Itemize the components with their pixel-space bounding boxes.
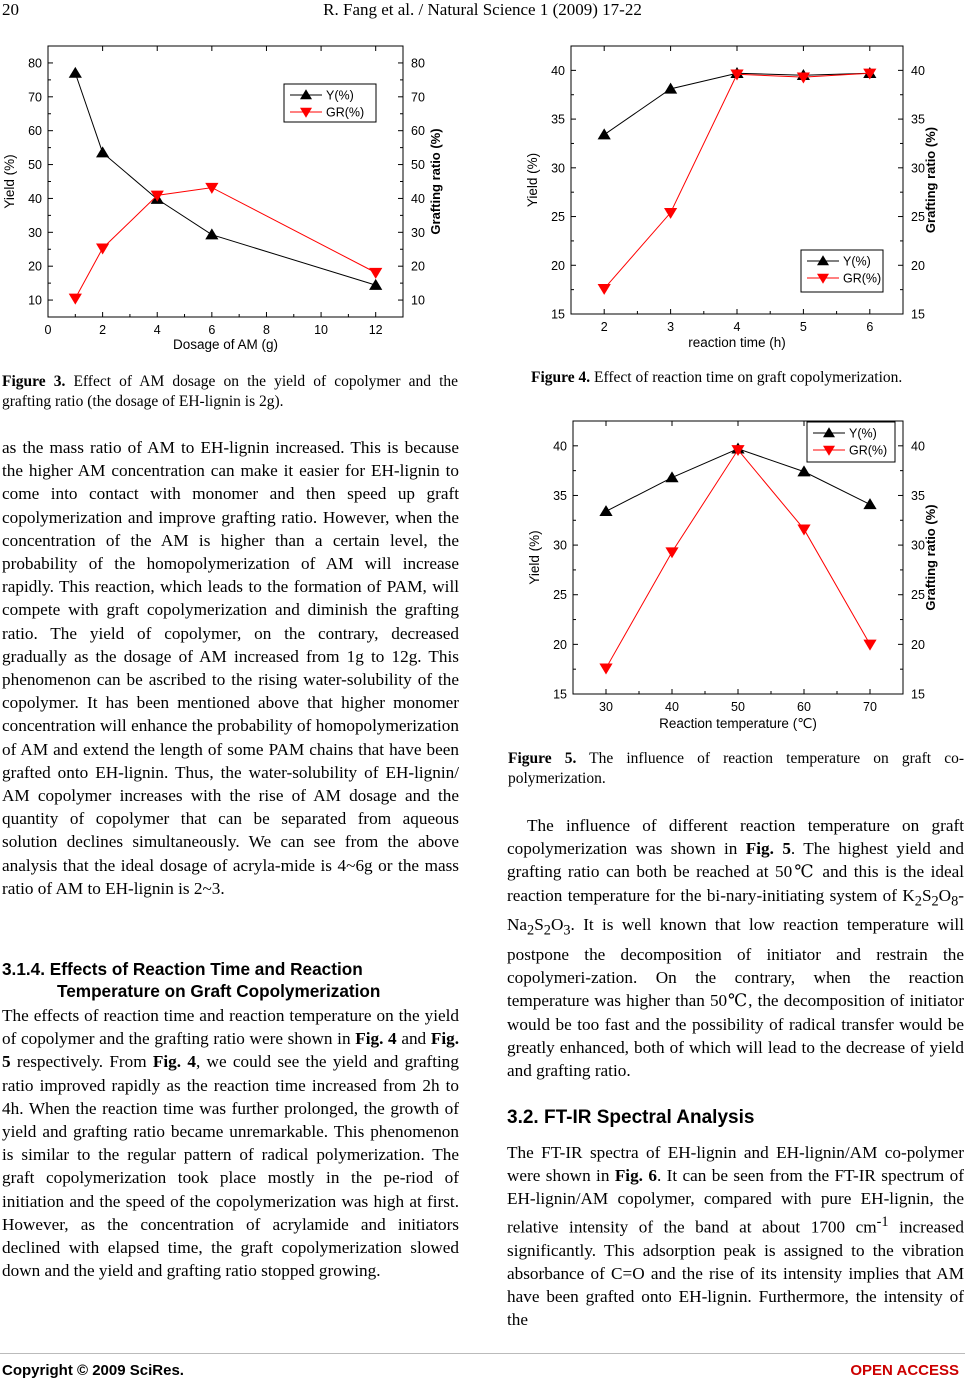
figure-4-svg xyxy=(505,34,965,354)
figure-3-caption-text: Effect of AM dosage on the yield of copolymer and the grafting ratio (the dosage of EH-lignin is 2g). xyxy=(2,373,459,410)
y2-tick-label: 20 xyxy=(411,259,425,274)
y2-tick-label: 25 xyxy=(911,588,925,603)
y2-tick-label: 30 xyxy=(911,538,925,553)
paragraph: as the mass ratio of AM to EH-lignin increased. This is because the higher AM concentration can make it easier for EH-lignin to come into contact with monomer and then speed up graft copolymerization and improve grafting ratio. However, when the concentration of the AM is higher than a certain level, the probability of the homopolymerization of AM will increase rapidly. This reaction, which leads to the formation of PAM, will compete with graft copolymerization and diminish the grafting ratio. The yield of copolymer, on the contrary, decreased gradually as the dosage of AM increased from 1g to 12g. This phenomenon can be ascribed to the rising water-solubility of the copolymer. It has been mentioned above that higher monomer concentration will enhance the probability of homopolymerization of AM and extend the length of some PAM chains that have been grafted onto EH-lignin. Thus, the water-solubility of EH-lignin/ AM copolymer increases with the rise of AM dosage and the quantity of copolymer that can be separated from aqueous solution declines simultaneously. We can see from the above analysis that the ideal dosage of acryla-mide is 4~6g or the mass ratio of AM to EH-lignin is 2~3. xyxy=(2,438,459,898)
subscript: 2 xyxy=(543,922,551,939)
text-run: The FT-IR spectra of EH-lignin and EH-lignin/AM co-polymer were shown in xyxy=(507,1143,964,1186)
y2-tick-label: 35 xyxy=(911,488,925,503)
left-column-para2 xyxy=(2,1004,459,1282)
subscript: 3 xyxy=(563,922,571,939)
data-point-grafting-ratio xyxy=(96,244,109,255)
x-tick-label: 6 xyxy=(866,320,874,334)
figure-4-caption-text: Effect of reaction time on graft copolymerization. xyxy=(590,369,903,386)
left-column-para1 xyxy=(2,436,459,900)
x-tick-label: 70 xyxy=(863,700,877,714)
y-tick-label: 40 xyxy=(553,439,567,454)
data-point-yield xyxy=(863,498,876,509)
y-tick-label: 80 xyxy=(28,56,42,71)
figure-3-caption xyxy=(2,372,458,412)
x-axis-label: Dosage of AM (g) xyxy=(172,337,279,352)
legend-entry: GR(%) xyxy=(849,443,888,458)
y-tick-label: 30 xyxy=(553,538,567,553)
y-tick-label: 30 xyxy=(551,161,565,176)
x-tick-label: 2 xyxy=(99,323,107,337)
legend-entry: GR(%) xyxy=(843,271,882,286)
x-axis-label: Reaction temperature (℃) xyxy=(659,716,817,731)
x-tick-label: 12 xyxy=(368,323,383,337)
y2-tick-label: 35 xyxy=(911,112,925,127)
open-access-label: OPEN ACCESS xyxy=(850,1362,959,1379)
subscript: 8 xyxy=(951,893,959,910)
legend-entry: Y(%) xyxy=(849,426,877,441)
data-point-grafting-ratio xyxy=(797,525,810,536)
figure-3-caption-label: Figure 3. xyxy=(2,373,66,390)
section-heading-3-1-4 xyxy=(2,958,459,1002)
x-axis-label: reaction time (h) xyxy=(688,335,786,350)
x-tick-label: 8 xyxy=(262,323,270,337)
y-tick-label: 15 xyxy=(551,307,565,322)
y2-tick-label: 80 xyxy=(411,56,425,71)
y-tick-label: 60 xyxy=(28,124,42,139)
y2-axis-label: Grafting ratio (%) xyxy=(923,126,938,234)
y2-tick-label: 40 xyxy=(911,439,925,454)
data-point-grafting-ratio xyxy=(598,284,611,295)
legend-entry: GR(%) xyxy=(326,105,365,120)
text-run: O xyxy=(938,885,952,905)
y-axis-label: Yield (%) xyxy=(527,530,542,585)
paragraph xyxy=(2,1004,459,1282)
figure-4-caption-label: Figure 4. xyxy=(531,369,591,386)
data-point-yield xyxy=(598,128,611,139)
figure-5-caption xyxy=(508,749,964,789)
y-tick-label: 35 xyxy=(553,488,567,503)
data-point-grafting-ratio xyxy=(369,268,382,279)
y-tick-label: 10 xyxy=(28,293,42,308)
x-tick-label: 10 xyxy=(314,323,329,337)
data-point-yield xyxy=(96,146,109,157)
text-run: S xyxy=(921,885,932,905)
paragraph xyxy=(507,1141,964,1331)
text-run: increased significantly. This adsorption peak is assigned to the vibration absorbance of C=O and the rise of its intensity implies that AM have been grafted onto EH-lignin. Furthermore, the intensity of the xyxy=(507,1217,964,1330)
text-run: and xyxy=(396,1029,431,1049)
y2-tick-label: 40 xyxy=(911,63,925,78)
data-point-yield xyxy=(369,279,382,290)
data-point-grafting-ratio xyxy=(863,640,876,651)
figure-5-caption-label: Figure 5. xyxy=(508,750,577,767)
y-tick-label: 15 xyxy=(553,687,567,702)
y-tick-label: 40 xyxy=(551,63,565,78)
subscript: 2 xyxy=(931,893,939,910)
data-point-grafting-ratio xyxy=(69,294,82,305)
figure-6-ref[interactable]: Fig. 6 xyxy=(614,1166,657,1186)
text-run: O xyxy=(550,915,564,935)
y-tick-label: 25 xyxy=(551,210,565,225)
y-tick-label: 35 xyxy=(551,112,565,127)
section-heading-line1: 3.1.4. Effects of Reaction Time and Reaction xyxy=(2,959,363,979)
superscript: -1 xyxy=(876,1213,889,1230)
y-tick-label: 20 xyxy=(551,258,565,273)
figure-5-ref[interactable]: Fig. 5 xyxy=(745,839,791,859)
page-header xyxy=(0,0,965,26)
y2-tick-label: 50 xyxy=(411,158,425,173)
figure-4-caption xyxy=(531,368,961,388)
y-tick-label: 30 xyxy=(28,225,42,240)
x-tick-label: 4 xyxy=(153,323,161,337)
text-run: The influence of different reaction temperature on graft copolymerization was shown in xyxy=(507,816,964,859)
data-point-yield xyxy=(69,67,82,78)
y2-axis-label: Grafting ratio (%) xyxy=(428,128,443,235)
y-tick-label: 70 xyxy=(28,90,42,105)
section-heading-line2: Temperature on Graft Copolymerization xyxy=(57,981,381,1001)
text-run: respectively. From xyxy=(10,1052,153,1072)
figure-4-chart xyxy=(505,34,965,354)
y-axis-label: Yield (%) xyxy=(525,152,540,208)
text-run: The effects of reaction time and reaction temperature on the yield of copolymer and the grafting ratio were shown in xyxy=(2,1006,459,1049)
x-tick-label: 5 xyxy=(799,320,807,334)
footer-rule xyxy=(0,1353,965,1354)
right-column-para3 xyxy=(507,814,964,1082)
figure-3-chart xyxy=(0,32,460,362)
figure-5-svg xyxy=(505,410,965,740)
y2-tick-label: 70 xyxy=(411,90,425,105)
page-number: 20 xyxy=(2,0,19,19)
text-run: . The highest yield and grafting ratio can both be reached at 50℃ and this is the ideal reaction temperature for the bi-nary-initiating system of K xyxy=(507,839,964,905)
y-tick-label: 20 xyxy=(28,259,42,274)
y2-tick-label: 20 xyxy=(911,258,925,273)
y2-tick-label: 25 xyxy=(911,210,925,225)
y2-tick-label: 30 xyxy=(411,225,425,240)
text-run: . It is well known that low reaction temperature will postpone the decomposition of initiator and restrain the copolymeri-zation. On the contrary, when the reaction temperature was higher than 50℃, the decomposition of initiator would be too fast and the possibility of radical transfer would be greatly enhanced, both of which will lead to the decrease of yield and grafting ratio. xyxy=(507,915,964,1080)
figure-4-ref[interactable]: Fig. 4 xyxy=(355,1029,397,1049)
x-tick-label: 2 xyxy=(600,320,608,334)
y-tick-label: 20 xyxy=(553,637,567,652)
subscript: 2 xyxy=(914,893,922,910)
y-tick-label: 50 xyxy=(28,158,42,173)
y-tick-label: 25 xyxy=(553,588,567,603)
data-point-grafting-ratio xyxy=(599,663,612,674)
right-column-para4 xyxy=(507,1141,964,1331)
y-tick-label: 40 xyxy=(28,191,42,206)
y-axis-label: Yield (%) xyxy=(2,154,17,209)
legend-entry: Y(%) xyxy=(843,254,871,269)
y2-tick-label: 15 xyxy=(911,307,925,322)
series-line-grafting-ratio xyxy=(606,450,870,668)
running-head: R. Fang et al. / Natural Science 1 (2009) 17-22 xyxy=(323,0,642,19)
x-tick-label: 0 xyxy=(44,323,52,337)
x-tick-label: 30 xyxy=(599,700,613,714)
data-point-yield xyxy=(205,228,218,239)
x-tick-label: 60 xyxy=(797,700,811,714)
data-point-grafting-ratio xyxy=(665,547,678,558)
x-tick-label: 40 xyxy=(665,700,679,714)
y2-tick-label: 30 xyxy=(911,161,925,176)
x-tick-label: 3 xyxy=(667,320,675,334)
y2-tick-label: 10 xyxy=(411,293,425,308)
y2-tick-label: 60 xyxy=(411,124,425,139)
y2-tick-label: 15 xyxy=(911,687,925,702)
data-point-yield xyxy=(599,505,612,516)
y2-tick-label: 20 xyxy=(911,637,925,652)
figure-4-ref[interactable]: Fig. 4 xyxy=(152,1052,196,1072)
figure-5-ref[interactable]: Fig. 5 xyxy=(2,1029,459,1072)
figure-3-svg xyxy=(0,32,460,362)
x-tick-label: 6 xyxy=(208,323,216,337)
series-line-grafting-ratio xyxy=(75,188,375,299)
section-heading-3-2: 3.2. FT-IR Spectral Analysis xyxy=(507,1107,755,1128)
y2-tick-label: 40 xyxy=(411,191,425,206)
y2-axis-label: Grafting ratio (%) xyxy=(923,504,938,611)
text-run: , we could see the yield and grafting ratio improved rapidly as the reaction time increased from 2h to 4h. When the reaction time was further prolonged, the growth of yield and grafting ratio became unremarkable. This phenomenon is similar to the regular pattern of radical polymerization. The graft copolymerization took place mostly in the pe-riod of initiation and the speed of the copolymerization was high at first. However, as the concentration of acrylamide and initiators declined with elapsed time, the graft copolymerization slowed down and the yield and grafting ratio stopped growing. xyxy=(2,1052,459,1281)
data-point-yield xyxy=(797,465,810,476)
text-run: -Na xyxy=(507,885,964,935)
text-run: S xyxy=(534,915,544,935)
x-tick-label: 50 xyxy=(731,700,745,714)
paragraph xyxy=(507,814,964,1082)
data-point-yield xyxy=(665,471,678,482)
figure-5-caption-text: The influence of reaction temperature on graft co-polymerization. xyxy=(508,750,965,787)
text-run: . It can be seen from the FT-IR spectrum of EH-lignin/AM copolymer, compared with pure EH-lignin, the relative intensity of the band at about 1700 cm xyxy=(507,1166,964,1237)
x-tick-label: 4 xyxy=(733,320,741,334)
series-line-yield xyxy=(604,73,870,134)
legend-entry: Y(%) xyxy=(326,88,354,103)
figure-5-chart xyxy=(505,410,965,740)
copyright-notice: Copyright © 2009 SciRes. xyxy=(2,1362,184,1379)
subscript: 2 xyxy=(527,922,535,939)
